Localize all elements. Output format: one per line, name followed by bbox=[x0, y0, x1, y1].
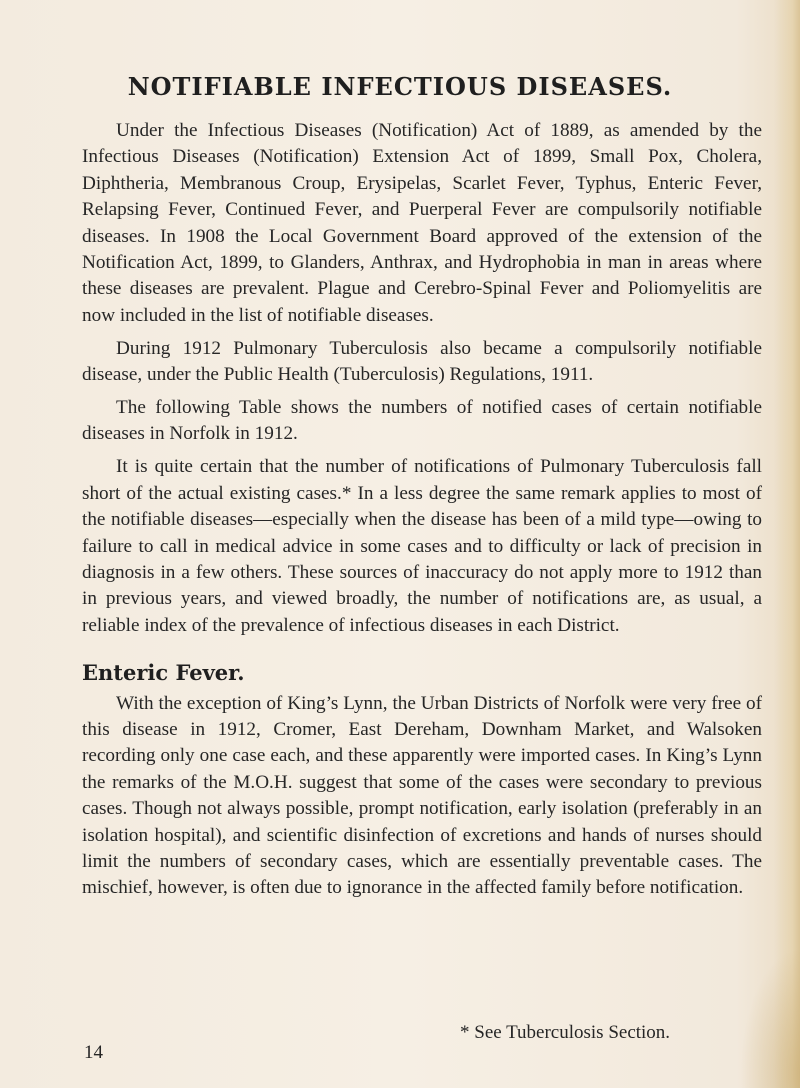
body-text bbox=[82, 118, 762, 908]
paragraph-table-intro: The following Table shows the numbers of notified cases of certain notifiable diseases in Norfolk in 1912. bbox=[82, 397, 762, 445]
paragraph-pulmonary-tuberculosis: During 1912 Pulmonary Tuberculosis also became a compulsorily notifiable disease, under the Public Health (Tuberculosis) Regulations, 1911. bbox=[82, 337, 762, 386]
paragraph-notification-act: Under the Infectious Diseases (Notification) Act of 1889, as amended by the Infectious Diseases (Notification) Extension Act of 1899, Small Pox, Cholera, Diphtheria, Membranous Croup, Erysipelas, Scarlet Fever, Typhus, Enteric Fever, Relapsing Fever, Continued Fever, and Puerperal Fever are compulsorily notifiable diseases. In 1908 the Local Government Board approved of the extension of the Notification Act, 1899, to Glanders, Anthrax, and Hydrophobia in man in areas where these diseases are prevalent. Plague and Cerebro-Spinal Fever and Poliomyelitis are now included in the list of notifiable diseases. bbox=[82, 120, 762, 326]
section-heading-enteric-fever: Enteric Fever. bbox=[82, 660, 245, 686]
page-number: 14 bbox=[84, 1042, 103, 1063]
paragraph-accuracy: It is quite certain that the number of notifications of Pulmonary Tuberculosis fall short of the actual existing cases.* In a less degree the same remark applies to most of the notifiable diseases—especially when the disease has been of a mild type—owing to failure to call in medical advice in some cases and to difficulty or lack of precision in diagnosis in a few others. These sources of inaccuracy do not apply more to 1912 than in previous years, and viewed broadly, the number of notifications are, as usual, a reliable index of the prevalence of infectious diseases in each District. bbox=[82, 456, 762, 636]
page-edge-stain bbox=[774, 0, 800, 1088]
page-title: NOTIFIABLE INFECTIOUS DISEASES. bbox=[127, 72, 673, 101]
paragraph-enteric-fever: With the exception of King’s Lynn, the Urban Districts of Norfolk were very free of this disease in 1912, Cromer, East Dereham, Downham Market, and Walsoken recording only one case each, and these apparently were imported cases. In King’s Lynn the remarks of the M.O.H. suggest that some of the cases were secondary to previous cases. Though not always possible, prompt notification, early isolation (preferably in an isolation hospital), and scientific disinfection of excretions and hands of nurses should limit the numbers of secondary cases, which are essentially preventable cases. The mischief, however, is often due to ignorance in the affected family before notification. bbox=[82, 692, 762, 899]
page-corner-stain bbox=[740, 948, 800, 1088]
footnote: * See Tuberculosis Section. bbox=[460, 1022, 671, 1043]
